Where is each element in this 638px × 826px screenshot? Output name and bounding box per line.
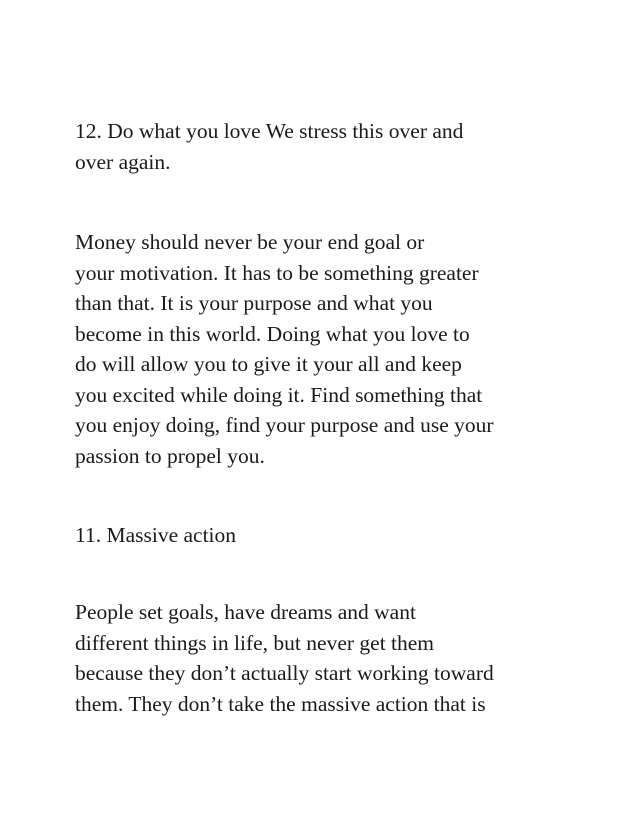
text-line: People set goals, have dreams and want [75,600,416,624]
text-line: you excited while doing it. Find something that [75,382,483,407]
text-line: because they don’t actually start working toward [75,661,494,685]
text-line: different things in life, but never get them [75,630,435,655]
section-heading-12 [75,116,575,177]
text-line: become in this world. Doing what you love to [75,321,470,346]
text-line: 12. Do what you love We stress this over and [75,119,464,143]
text-line: passion to propel you. [75,443,265,468]
text-line: than that. It is your purpose and what you [75,291,433,315]
text-line: do will allow you to give it your all and keep [75,352,462,376]
text-line: over again. [75,149,171,174]
paragraph-massive-action [75,597,575,719]
text-line: Money should never be your end goal or [75,230,425,254]
text-line: 11. Massive action [75,523,237,547]
text-line: your motivation. It has to be something greater [75,260,479,285]
text-line: you enjoy doing, find your purpose and use your [75,413,494,437]
text-line: them. They don’t take the massive action that is [75,691,486,716]
paragraph-do-what-you-love [75,227,575,471]
section-heading-11 [75,520,575,551]
